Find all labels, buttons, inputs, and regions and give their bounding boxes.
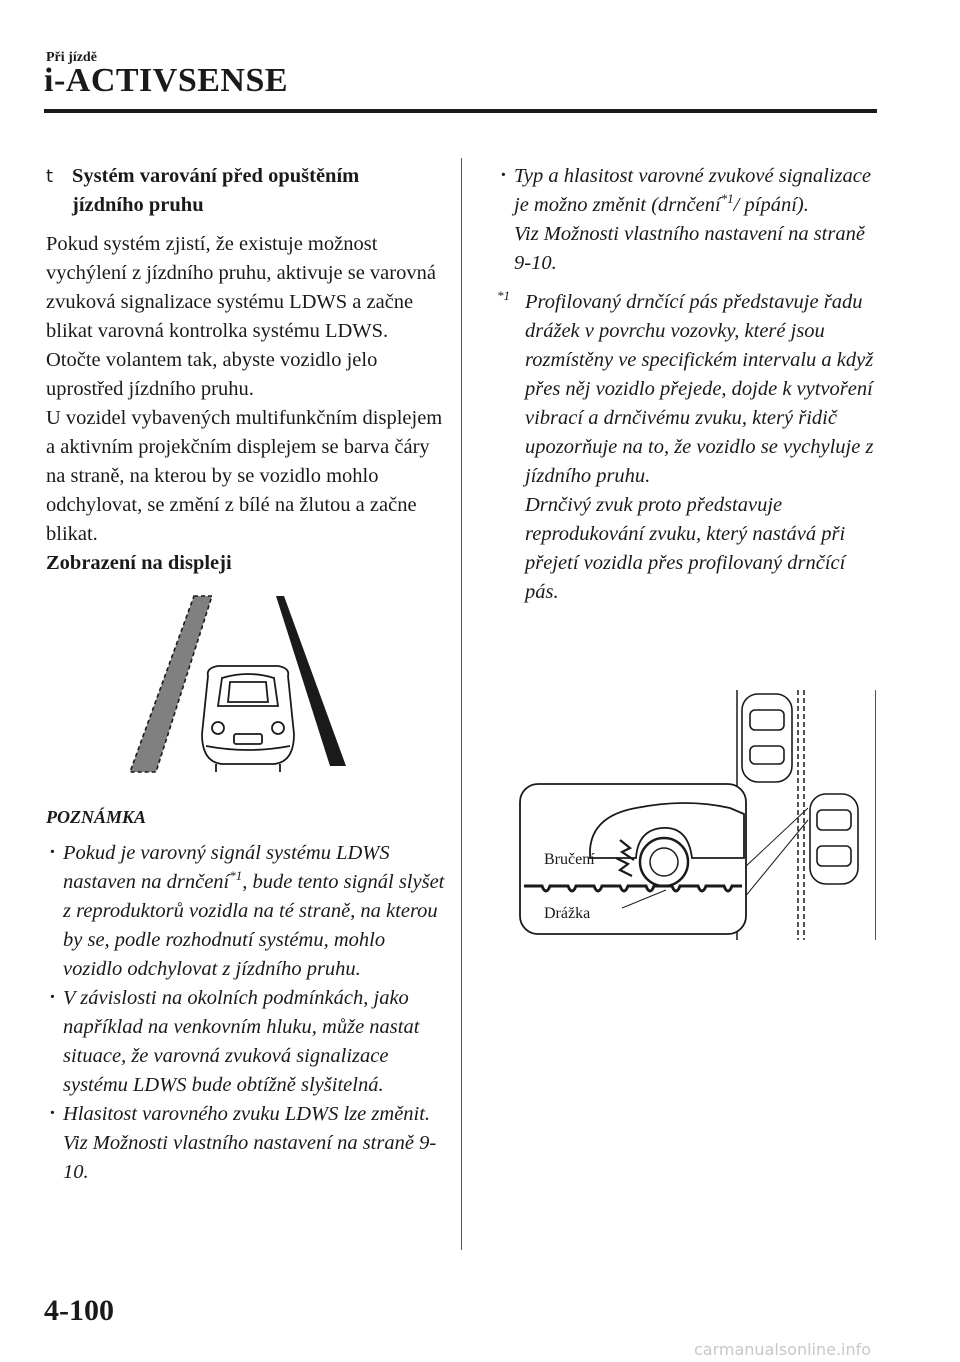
heading-line-1: Systém varování před opuštěním [72, 165, 360, 187]
note-title: POZNÁMKA [46, 807, 147, 827]
left-lane-line [130, 596, 212, 772]
section-marker-icon: t [46, 166, 54, 187]
page-title: i-ACTIVSENSE [44, 62, 289, 99]
cross-reference: Viz Možnosti vlastního nastavení na straně 9-10. [514, 223, 865, 274]
paragraph-2: U vozidel vybavených multifunkčním displejem a aktivním projekčním displejem se barva čáry na straně, na kterou by se vozidlo mohlo odchylovat, se změní z bílé na žlutou a začne blikat. [46, 407, 443, 545]
footnote-mark-text: *1 [497, 288, 510, 304]
note-text: Pokud je varovný signál systému LDWS nastaven na drnčení [63, 842, 390, 893]
note-text-cont: / pípání). [733, 194, 809, 216]
display-illustration [126, 594, 366, 784]
note-list [46, 839, 446, 1187]
note-item [497, 162, 877, 278]
note-item [46, 1100, 446, 1187]
cross-reference: Viz Možnosti vlastního nastavení na straně 9-10. [63, 1132, 437, 1183]
note-list-continued [497, 162, 877, 278]
footnote-ref: *1 [720, 191, 734, 207]
car-on-strip-icon [810, 794, 858, 884]
note-text-cont: , bude tento signál slyšet z reproduktorů vozidla na té straně, na kterou by se, podle rozhodnutí systému, mohlo vozidlo odchylovat z jízdního pruhu. [63, 871, 445, 980]
note-text: Hlasitost varovného zvuku LDWS lze změnit. [63, 1103, 431, 1125]
footnote-ref: *1 [229, 868, 243, 884]
right-column [497, 162, 877, 607]
car-top-view-icon [742, 694, 792, 782]
watermark: carmanualsonline.info [694, 1340, 872, 1359]
display-heading: Zobrazení na displeji [46, 552, 232, 574]
rumble-label: Bručení [544, 851, 595, 868]
rumble-strip-illustration [516, 690, 876, 940]
groove-label: Drážka [544, 905, 591, 922]
header-rule [44, 109, 877, 113]
paragraph-1: Pokud systém zjistí, že existuje možnost vychýlení z jízdního pruhu, aktivuje se varovná zvuková signalizace systému LDWS a začne blikat varovná kontrolka systému LDWS. Otočte volantem tak, abyste vozidlo jelo uprostřed jízdního pruhu. [46, 233, 436, 400]
section-label: Při jízdě [46, 50, 97, 65]
page-number: 4-100 [44, 1294, 114, 1327]
left-column [46, 162, 446, 1187]
footnote [497, 288, 877, 607]
note-text: V závislosti na okolních podmínkách, jako například na venkovním hluku, může nastat situace, že varovná zvuková signalizace systému LDWS bude obtížně slyšitelná. [63, 987, 420, 1096]
section-heading-text [72, 162, 359, 220]
heading-line-2: jízdního pruhu [72, 194, 204, 216]
note-item [46, 984, 446, 1100]
footnote-mark [497, 288, 525, 607]
column-divider [461, 158, 462, 1250]
footnote-text: Profilovaný drnčící pás představuje řadu drážek v povrchu vozovky, které jsou rozmístěny ve specifickém intervalu a když přes něj vozidlo přejede, dojde k vytvoření vibrací a drnčivému zvuku, který řidič upozorňuje na to, že vozidlo se vychyluje z jízdního pruhu. [525, 291, 874, 487]
section-heading [46, 162, 446, 220]
footnote-text-2: Drnčivý zvuk proto představuje reprodukování zvuku, který nastává při přejetí vozidla přes profilovaný drnčící pás. [525, 494, 846, 603]
car-rear-icon [202, 666, 294, 772]
body-text [46, 230, 446, 578]
note-text: Typ a hlasitost varovné zvukové signalizace je možno změnit (drnčení [514, 165, 871, 216]
footnote-body [525, 288, 877, 607]
note-item [46, 839, 446, 984]
